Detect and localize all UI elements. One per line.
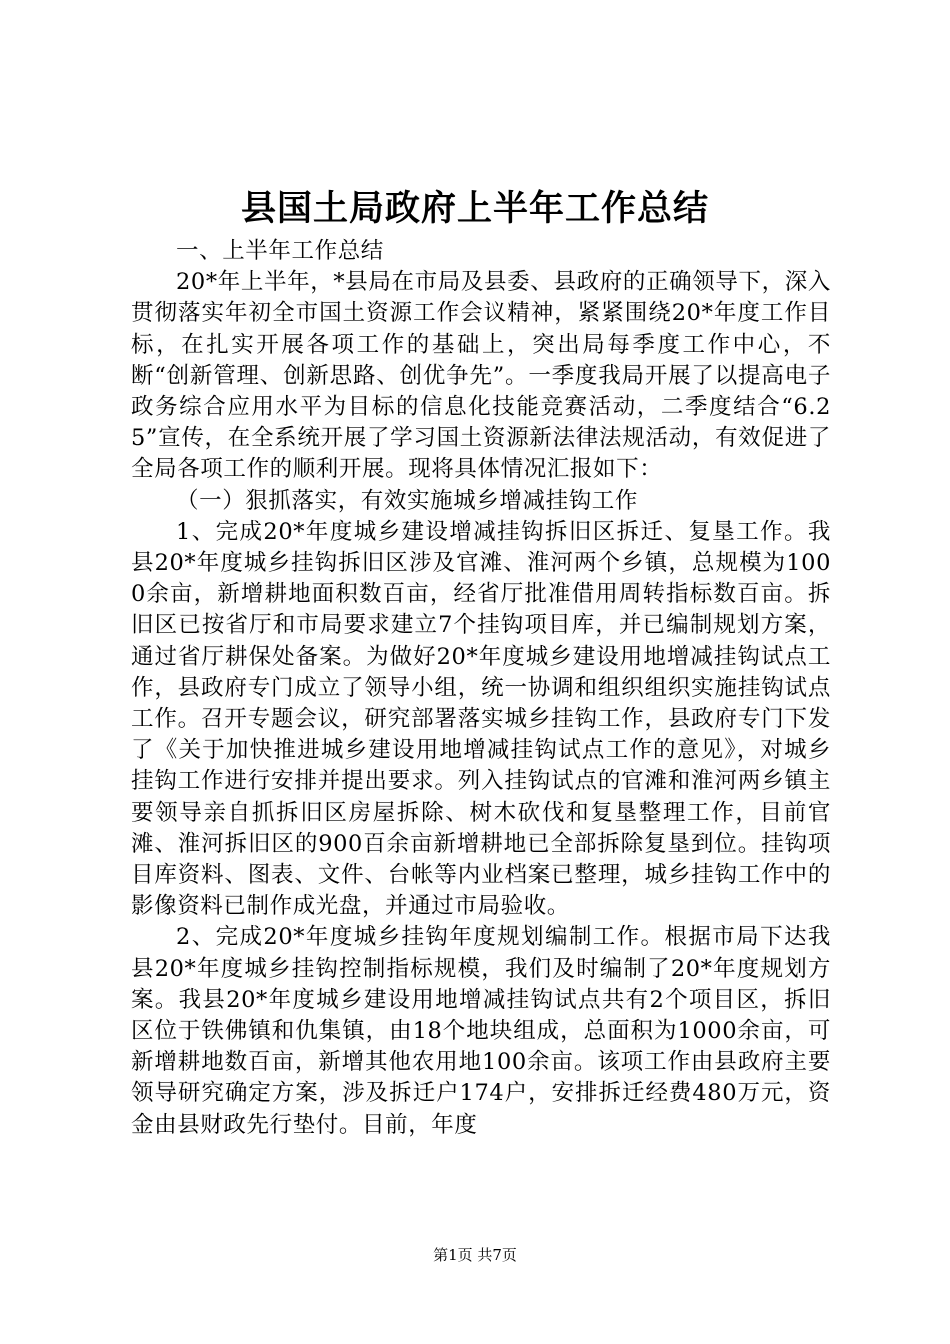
document-title: 县国土局政府上半年工作总结 [240, 188, 709, 229]
document-body [131, 236, 831, 1141]
section-heading: 一、上半年工作总结 [176, 238, 384, 264]
paragraph-item-1: 1、完成20*年度城乡建设增减挂钩拆旧区拆迁、复垦工作。我县20*年度城乡挂钩拆旧区涉及官滩、淮河两个乡镇，总规模为1000余亩，新增耕地面积数百亩，经省厅批准借用周转指标数百亩。拆旧区已按省厅和市局要求建立7个挂钩项目库，并已编制规划方案，通过省厅耕保处备案。为做好20*年度城乡建设用地增减挂钩试点工作，县政府专门成立了领导小组，统一协调和组织组织实施挂钩试点工作。召开专题会议，研究部署落实城乡挂钩工作，县政府专门下发了《关于加快推进城乡建设用地增减挂钩试点工作的意见》，对城乡挂钩工作进行安排并提出要求。列入挂钩试点的官滩和淮河两乡镇主要领导亲自抓拆旧区房屋拆除、树木砍伐和复垦整理工作，目前官滩、淮河拆旧区的900百余亩新增耕地已全部拆除复垦到位。挂钩项目库资料、图表、文件、台帐等内业档案已整理，城乡挂钩工作中的影像资料已制作成光盘，并通过市局验收。 [131, 518, 831, 920]
section-subheading: （一）狠抓落实，有效实施城乡增减挂钩工作 [176, 487, 639, 514]
page-footer: 第1页 共7页 [433, 1246, 517, 1264]
paragraph-intro: 20*年上半年，*县局在市局及县委、县政府的正确领导下，深入贯彻落实年初全市国土资源工作会议精神，紧紧围绕20*年度工作目标，在扎实开展各项工作的基础上，突出局每季度工作中心，不断“创新管理、创新思路、创优争先”。一季度我局开展了以提高电子政务综合应用水平为目标的信息化技能竞赛活动，二季度结合“6.25”宣传，在全系统开展了学习国土资源新法律法规活动，有效促进了全局各项工作的顺利开展。现将具体情况汇报如下： [131, 269, 831, 483]
paragraph-item-2: 2、完成20*年度城乡挂钩年度规划编制工作。根据市局下达我县20*年度城乡挂钩控制指标规模，我们及时编制了20*年度规划方案。我县20*年度城乡建设用地增减挂钩试点共有2个项目区，拆旧区位于铁佛镇和仇集镇，由18个地块组成，总面积为1000余亩，可新增耕地数百亩，新增其他农用地100余亩。该项工作由县政府主要领导研究确定方案，涉及拆迁户174户，安排拆迁经费480万元，资金由县财政先行垫付。目前，年度 [131, 924, 831, 1138]
